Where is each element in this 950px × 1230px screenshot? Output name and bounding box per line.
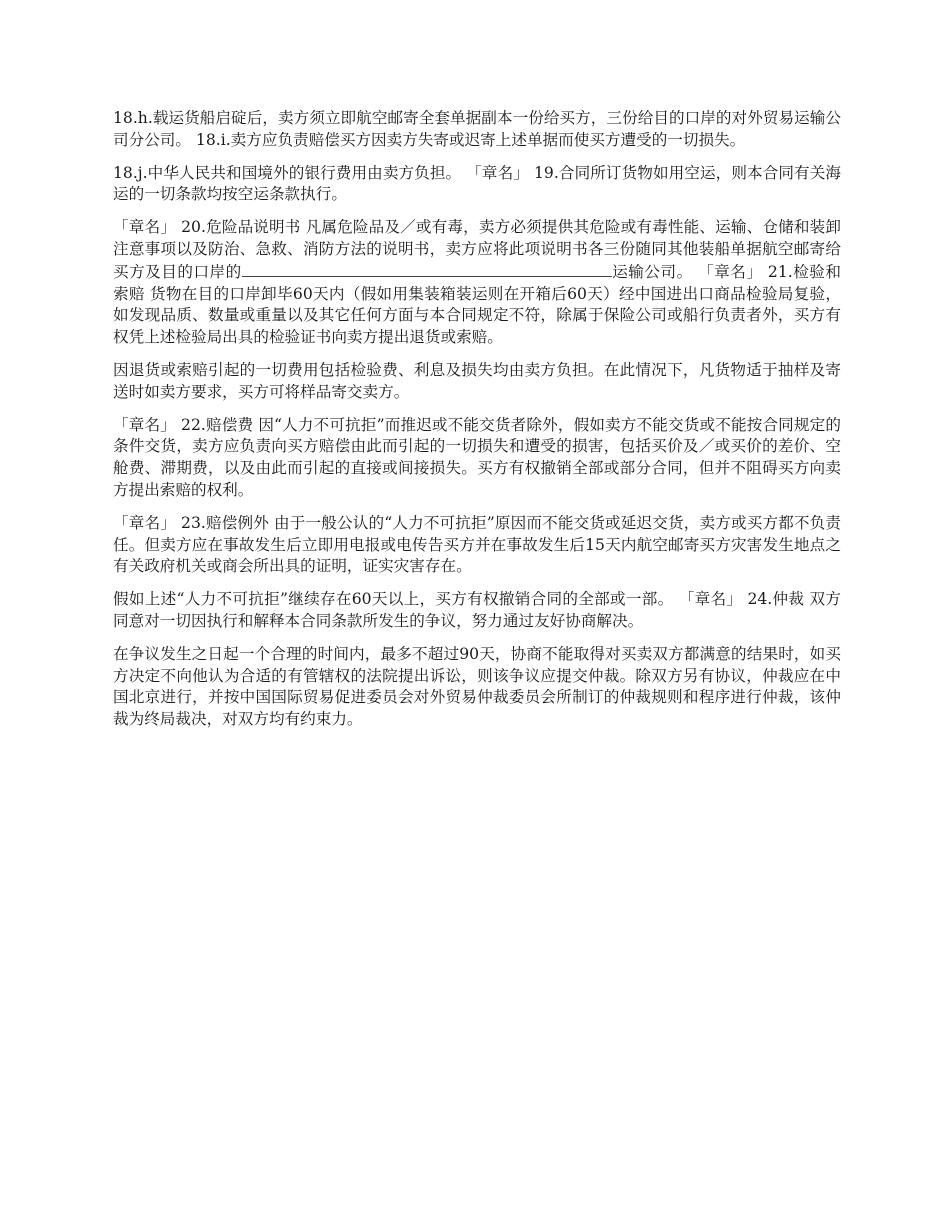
fill-in-blank-line-continued: [560, 261, 612, 277]
paragraph-return-costs: 因退货或索赔引起的一切费用包括检验费、利息及损失均由卖方负担。在此情况下，凡货物适于抽样及寄送时如卖方要求，买方可将样品寄交卖方。: [113, 360, 841, 401]
paragraph-20-text: 「章名」 20.危险品说明书 凡属危险品及／或有毒，卖方必须提供其危险或有毒性能、运输、仓储和装卸注意事项以及防治、急救、消防方法的说明书，卖方应将此项说明书各三份随同其他装船单据航空邮寄给买方及目的口岸的: [113, 218, 841, 281]
fill-in-blank-line: [242, 261, 560, 277]
paragraph-20-21: [113, 217, 841, 349]
paragraph-23: 「章名」 23.赔偿例外 由于一般公认的“人力不可抗拒”原因而不能交货或延迟交货，卖方或买方都不负责任。但卖方应在事故发生后立即用电报或电传告买方并在事故发生后15天内航空邮寄买方灾害发生地点之有关政府机关或商会所出具的证明，证实灾害存在。: [113, 513, 841, 576]
paragraph-21-text: 运输公司。 「章名」 21.检验和索赔 货物在目的口岸卸毕60天内（假如用集装箱装运则在开箱后60天）经中国进出口商品检验局复验，如发现品质、数量或重量以及其它任何方面与本合同规定不符，除属于保险公司或船行负责者外，买方有权凭上述检验局出具的检验证书向卖方提出退货或索赔。: [113, 262, 841, 347]
paragraph-18h: 18.h.载运货船启碇后，卖方须立即航空邮寄全套单据副本一份给买方，三份给目的口岸的对外贸易运输公司分公司。 18.i.卖方应负责赔偿买方因卖方失寄或迟寄上述单据而使买方遭受的一切损失。: [113, 109, 841, 149]
paragraph-22: 「章名」 22.赔偿费 因“人力不可抗拒”而推迟或不能交货者除外，假如卖方不能交货或不能按合同规定的条件交货，卖方应负责向买方赔偿由此而引起的一切损失和遭受的损害，包括买价及／或买价的差价、空舱费、滞期费，以及由此而引起的直接或间接损失。买方有权撤销全部或部分合同，但并不阻碍买方向卖方提出索赔的权利。: [113, 415, 841, 499]
document-body: [113, 108, 841, 742]
paragraph-force-majeure-24: 假如上述“人力不可抗拒”继续存在60天以上，买方有权撤销合同的全部或一部。 「章名」 24.仲裁 双方同意对一切因执行和解释本合同条款所发生的争议，努力通过友好协商解决。: [113, 590, 841, 630]
paragraph-18j: 18.j.中华人民共和国境外的银行费用由卖方负担。 「章名」 19.合同所订货物如用空运，则本合同有关海运的一切条款均按空运条款执行。: [113, 163, 841, 204]
paragraph-arbitration: 在争议发生之日起一个合理的时间内，最多不超过90天，协商不能取得对买卖双方都满意的结果时，如买方决定不向他认为合适的有管辖权的法院提出诉讼，则该争议应提交仲裁。除双方另有协议，仲裁应在中国北京进行，并按中国国际贸易促进委员会对外贸易仲裁委员会所制订的仲裁规则和程序进行仲裁，该仲裁为终局裁决，对双方均有约束力。: [113, 644, 841, 729]
